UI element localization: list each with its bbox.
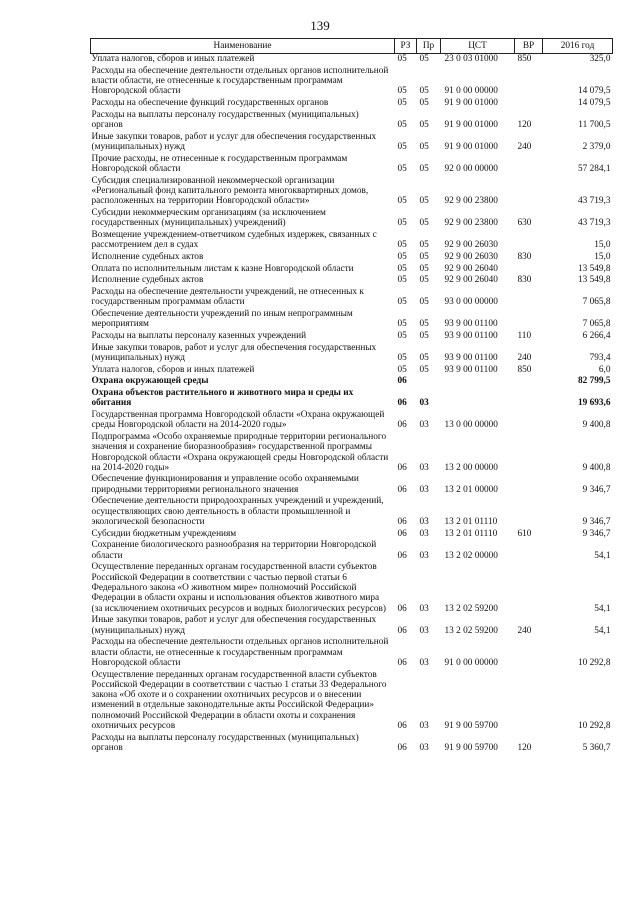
cell-name: Прочие расходы, не отнесенные к государственным программам Новгородской области bbox=[91, 153, 348, 174]
cell-pr: 03 bbox=[419, 398, 429, 409]
cell-pr: 05 bbox=[419, 364, 429, 375]
cell-pr: 05 bbox=[419, 297, 429, 308]
cell-cst: 13 0 00 00000 bbox=[444, 420, 498, 431]
cell-cst: 13 2 01 00000 bbox=[444, 484, 498, 495]
cell-rz: 06 bbox=[397, 398, 407, 409]
cell-pr: 05 bbox=[419, 141, 429, 152]
table-row bbox=[91, 365, 613, 377]
cell-name: Обеспечение деятельности природоохранных учреждений и учреждений, осуществляющих свою деятельность в области промышленной и экологической безопасности bbox=[91, 496, 384, 528]
header-rz: РЗ bbox=[395, 39, 417, 54]
table-row bbox=[91, 176, 613, 208]
cell-pr: 05 bbox=[419, 251, 429, 262]
cell-cst: 92 9 00 26030 bbox=[444, 251, 498, 262]
cell-rz: 06 bbox=[397, 462, 407, 473]
cell-sum: 10 292,8 bbox=[577, 657, 611, 668]
cell-vr bbox=[515, 388, 543, 410]
cell-pr: 05 bbox=[419, 54, 429, 64]
cell-pr: 03 bbox=[419, 603, 429, 614]
table-row bbox=[91, 309, 613, 331]
cell-name: Иные закупки товаров, работ и услуг для обеспечения государственных (муниципальных) нужд bbox=[91, 131, 377, 152]
cell-pr: 03 bbox=[419, 528, 429, 539]
cell-name: Субсидия специализированной некоммерческой организации «Региональный фонд капитального ремонта многоквартирных домов, расположенных на территории Новгородской области» bbox=[91, 175, 369, 207]
cell-name: Субсидии некоммерческим организациям (за исключением государственных (муниципальных) учреждений) bbox=[91, 207, 326, 229]
cell-cst: 93 9 00 01100 bbox=[444, 330, 498, 341]
table-row bbox=[91, 154, 613, 176]
cell-pr: 05 bbox=[419, 352, 429, 363]
cell-name: Возмещение учреждением-ответчиком судебных издержек, связанных с рассмотрением дел в судах bbox=[91, 229, 377, 251]
budget-table bbox=[90, 38, 613, 755]
cell-name: Исполнение судебных актов bbox=[91, 275, 204, 286]
cell-vr bbox=[515, 410, 543, 432]
cell-vr: 120 bbox=[517, 119, 532, 130]
cell-sum: 9 400,8 bbox=[582, 420, 611, 431]
cell-sum: 6,0 bbox=[598, 364, 611, 375]
cell-vr: 240 bbox=[517, 352, 532, 363]
cell-rz: 06 bbox=[397, 743, 407, 754]
cell-cst: 91 9 00 59700 bbox=[444, 721, 498, 732]
cell-cst: 91 9 00 01000 bbox=[444, 141, 498, 152]
cell-sum: 10 292,8 bbox=[577, 721, 611, 732]
cell-sum: 19 693,6 bbox=[577, 398, 611, 409]
table-header bbox=[91, 39, 613, 54]
header-sum: 2016 год bbox=[543, 39, 613, 54]
cell-rz: 06 bbox=[397, 603, 407, 614]
cell-vr bbox=[515, 496, 543, 528]
cell-cst: 13 2 01 01110 bbox=[444, 528, 498, 539]
table-row bbox=[91, 540, 613, 562]
cell-sum: 14 079,5 bbox=[577, 97, 611, 108]
header-name: Наименование bbox=[91, 39, 395, 54]
cell-vr: 240 bbox=[517, 625, 532, 636]
cell-vr: 610 bbox=[517, 528, 532, 539]
cell-vr bbox=[515, 264, 543, 276]
cell-pr: 05 bbox=[419, 86, 429, 97]
cell-cst: 93 0 00 00000 bbox=[444, 297, 498, 308]
table-row bbox=[91, 562, 613, 615]
table-row bbox=[91, 529, 613, 541]
cell-rz: 05 bbox=[397, 364, 407, 375]
cell-sum: 43 719,3 bbox=[577, 218, 611, 229]
cell-rz: 06 bbox=[397, 625, 407, 636]
cell-sum: 793,4 bbox=[589, 352, 611, 363]
table-row bbox=[91, 331, 613, 343]
table-row bbox=[91, 54, 613, 66]
cell-name: Исполнение судебных актов bbox=[91, 251, 204, 262]
cell-vr bbox=[515, 670, 543, 733]
cell-rz: 05 bbox=[397, 86, 407, 97]
table-row bbox=[91, 132, 613, 154]
cell-rz: 05 bbox=[397, 119, 407, 130]
cell-pr: 05 bbox=[419, 275, 429, 286]
cell-name: Уплата налогов, сборов и иных платежей bbox=[91, 364, 255, 375]
cell-vr: 850 bbox=[517, 54, 532, 64]
cell-rz: 05 bbox=[397, 97, 407, 108]
cell-pr: 05 bbox=[419, 263, 429, 274]
cell-rz: 06 bbox=[397, 657, 407, 668]
cell-cst: 13 2 02 59200 bbox=[444, 625, 498, 636]
cell-rz: 05 bbox=[397, 218, 407, 229]
cell-rz: 05 bbox=[397, 330, 407, 341]
cell-cst bbox=[441, 388, 515, 410]
table-row bbox=[91, 733, 613, 755]
cell-vr bbox=[515, 98, 543, 110]
cell-pr: 05 bbox=[419, 97, 429, 108]
cell-name: Оплата по исполнительным листам к казне Новгородской области bbox=[91, 263, 354, 274]
cell-rz: 05 bbox=[397, 163, 407, 174]
cell-rz: 05 bbox=[397, 240, 407, 251]
table-row bbox=[91, 208, 613, 230]
cell-cst: 92 0 00 00000 bbox=[444, 163, 498, 174]
cell-vr bbox=[515, 562, 543, 615]
cell-name: Расходы на обеспечение функций государственных органов bbox=[91, 97, 329, 108]
cell-rz: 05 bbox=[397, 275, 407, 286]
cell-sum: 82 799,5 bbox=[577, 376, 611, 387]
table-row bbox=[91, 343, 613, 365]
cell-rz: 05 bbox=[397, 54, 407, 64]
cell-name: Осуществление переданных органам государственной власти субъектов Российской Федерации в соответствии с частью первой статьи 6 Федерального закона «О животном мире» полномочий Российской Федерации в области охраны и использования объектов животного мира (за исключением охотничьих ресурсов и водных биологических ресурсов) bbox=[91, 562, 386, 614]
cell-pr: 03 bbox=[419, 550, 429, 561]
cell-vr bbox=[515, 176, 543, 208]
cell-cst: 93 9 00 01100 bbox=[444, 364, 498, 375]
table-body bbox=[91, 54, 613, 755]
cell-sum: 13 549,8 bbox=[577, 275, 611, 286]
table-row bbox=[91, 230, 613, 252]
cell-cst: 92 9 00 26030 bbox=[444, 240, 498, 251]
cell-vr: 850 bbox=[517, 364, 532, 375]
cell-name: Обеспечение деятельности учреждений по иным непрограммным мероприятиям bbox=[91, 308, 353, 330]
cell-name: Иные закупки товаров, работ и услуг для обеспечения государственных (муниципальных) нужд bbox=[91, 342, 377, 363]
cell-rz: 06 bbox=[397, 528, 407, 539]
cell-vr bbox=[515, 376, 543, 388]
cell-pr: 05 bbox=[419, 119, 429, 130]
cell-rz: 06 bbox=[397, 721, 407, 732]
cell-pr: 05 bbox=[419, 163, 429, 174]
cell-cst: 93 9 00 01100 bbox=[444, 319, 498, 330]
table-row bbox=[91, 615, 613, 637]
table-row bbox=[91, 376, 613, 388]
cell-vr bbox=[515, 66, 543, 98]
cell-pr: 03 bbox=[419, 462, 429, 473]
cell-name: Обеспечение функционирования и управление особо охраняемыми природными территориями регионального значения bbox=[91, 474, 359, 495]
cell-rz: 05 bbox=[397, 251, 407, 262]
cell-pr: 05 bbox=[419, 196, 429, 207]
cell-vr: 630 bbox=[517, 218, 532, 229]
table-row bbox=[91, 496, 613, 528]
cell-rz: 05 bbox=[397, 352, 407, 363]
cell-name: Расходы на обеспечение деятельности отдельных органов исполнительной власти области, не отнесенные к государственным программам Новгородской области bbox=[91, 637, 389, 668]
table-row bbox=[91, 388, 613, 410]
table-row bbox=[91, 637, 613, 669]
cell-sum: 9 346,7 bbox=[582, 528, 611, 539]
cell-rz: 06 bbox=[397, 420, 407, 431]
cell-cst: 13 2 01 01110 bbox=[444, 517, 498, 528]
cell-cst: 91 0 00 00000 bbox=[444, 657, 498, 668]
cell-name: Осуществление переданных органам государственной власти субъектов Российской Федерации в соответствии с частью 1 статьи 33 Федерального закона «Об охоте и о сохранении охотничьих ресурсов и о внесении изменений в отдельные законодательные акты Российской Федерации» полномочий Российской Федерации в области охоты и сохранения охотничьих ресурсов bbox=[91, 669, 387, 732]
cell-name: Охрана окружающей среды bbox=[91, 376, 209, 387]
cell-rz: 05 bbox=[397, 319, 407, 330]
cell-vr bbox=[515, 540, 543, 562]
cell-cst bbox=[441, 376, 515, 388]
header-vr: ВР bbox=[515, 39, 543, 54]
cell-cst: 13 2 02 59200 bbox=[444, 603, 498, 614]
cell-vr bbox=[515, 432, 543, 475]
cell-name: Субсидии бюджетным учреждениям bbox=[91, 528, 237, 539]
cell-name: Расходы на выплаты персоналу государственных (муниципальных) органов bbox=[91, 732, 359, 754]
table-row bbox=[91, 110, 613, 132]
cell-sum: 11 700,5 bbox=[578, 119, 611, 130]
cell-sum: 9 400,8 bbox=[582, 462, 611, 473]
cell-sum: 43 719,3 bbox=[577, 196, 611, 207]
cell-vr bbox=[515, 154, 543, 176]
table-row bbox=[91, 432, 613, 475]
cell-sum: 57 284,1 bbox=[577, 163, 611, 174]
table-row bbox=[91, 98, 613, 110]
cell-rz: 06 bbox=[397, 376, 407, 387]
cell-cst: 91 9 00 59700 bbox=[444, 743, 498, 754]
cell-vr: 120 bbox=[517, 743, 532, 754]
cell-sum: 325,0 bbox=[589, 54, 611, 64]
cell-cst: 23 0 03 01000 bbox=[444, 54, 498, 64]
cell-name: Подпрограмма «Особо охраняемые природные территории регионального значения и сохранение биоразнообразия» государственной программы Новгородской области «Охрана окружающей среды Новгородской области на 2014-2020 годы» bbox=[91, 431, 389, 473]
cell-name: Расходы на выплаты персоналу государственных (муниципальных) органов bbox=[91, 109, 359, 130]
cell-pr: 05 bbox=[419, 319, 429, 330]
page-number: 139 bbox=[310, 18, 330, 33]
cell-sum: 54,1 bbox=[594, 603, 611, 614]
table-row bbox=[91, 410, 613, 432]
cell-pr: 05 bbox=[419, 330, 429, 341]
cell-vr bbox=[515, 637, 543, 669]
cell-vr bbox=[515, 474, 543, 496]
table-row bbox=[91, 66, 613, 98]
cell-name: Уплата налогов, сборов и иных платежей bbox=[91, 54, 255, 64]
table-row bbox=[91, 474, 613, 496]
cell-pr: 05 bbox=[419, 218, 429, 229]
cell-rz: 06 bbox=[397, 550, 407, 561]
table-row bbox=[91, 287, 613, 309]
cell-pr: 03 bbox=[419, 420, 429, 431]
cell-name: Иные закупки товаров, работ и услуг для обеспечения государственных (муниципальных) нужд bbox=[91, 615, 377, 636]
header-pr: Пр bbox=[417, 39, 441, 54]
table-row bbox=[91, 264, 613, 276]
cell-cst: 92 9 00 26040 bbox=[444, 263, 498, 274]
cell-sum: 54,1 bbox=[594, 625, 611, 636]
cell-pr: 03 bbox=[419, 625, 429, 636]
cell-name: Охрана объектов растительного и животного мира и среды их обитания bbox=[91, 387, 354, 409]
cell-sum: 2 379,0 bbox=[582, 141, 611, 152]
cell-rz: 06 bbox=[397, 517, 407, 528]
cell-name: Расходы на обеспечение деятельности отдельных органов исполнительной власти области, не отнесенные к государственным программам Новгородской области bbox=[91, 65, 389, 97]
cell-rz: 05 bbox=[397, 196, 407, 207]
cell-sum: 13 549,8 bbox=[577, 263, 611, 274]
cell-name: Расходы на обеспечение деятельности учреждений, не отнесенных к государственным программам области bbox=[91, 286, 364, 308]
cell-pr: 03 bbox=[419, 657, 429, 668]
cell-cst: 91 9 00 01000 bbox=[444, 97, 498, 108]
cell-cst: 13 2 02 00000 bbox=[444, 550, 498, 561]
cell-name: Государственная программа Новгородской области «Охрана окружающей среды Новгородской области на 2014-2020 годы» bbox=[91, 409, 385, 431]
cell-pr: 03 bbox=[419, 743, 429, 754]
cell-pr bbox=[417, 376, 441, 388]
cell-cst: 92 9 00 23800 bbox=[444, 196, 498, 207]
cell-vr: 240 bbox=[517, 141, 532, 152]
cell-vr bbox=[515, 287, 543, 309]
cell-vr: 830 bbox=[517, 275, 532, 286]
cell-vr: 830 bbox=[517, 251, 532, 262]
cell-sum: 9 346,7 bbox=[582, 484, 611, 495]
cell-rz: 05 bbox=[397, 141, 407, 152]
cell-vr: 110 bbox=[517, 330, 532, 341]
cell-rz: 05 bbox=[397, 297, 407, 308]
table-row bbox=[91, 670, 613, 733]
header-cst: ЦСТ bbox=[441, 39, 515, 54]
cell-cst: 92 9 00 26040 bbox=[444, 275, 498, 286]
cell-vr bbox=[515, 309, 543, 331]
cell-sum: 54,1 bbox=[594, 550, 611, 561]
cell-rz: 05 bbox=[397, 263, 407, 274]
cell-sum: 6 266,4 bbox=[582, 330, 611, 341]
cell-sum: 15,0 bbox=[594, 251, 611, 262]
cell-cst: 92 9 00 23800 bbox=[444, 218, 498, 229]
cell-sum: 14 079,5 bbox=[577, 86, 611, 97]
cell-pr: 03 bbox=[419, 721, 429, 732]
cell-sum: 5 360,7 bbox=[582, 743, 611, 754]
cell-cst: 13 2 00 00000 bbox=[444, 462, 498, 473]
cell-pr: 05 bbox=[419, 240, 429, 251]
table-row bbox=[91, 275, 613, 287]
cell-cst: 91 9 00 01000 bbox=[444, 119, 498, 130]
table-row bbox=[91, 252, 613, 264]
cell-cst: 91 0 00 00000 bbox=[444, 86, 498, 97]
cell-sum: 7 065,8 bbox=[582, 297, 611, 308]
cell-cst: 93 9 00 01100 bbox=[444, 352, 498, 363]
cell-sum: 9 346,7 bbox=[582, 517, 611, 528]
cell-sum: 15,0 bbox=[594, 240, 611, 251]
cell-name: Расходы на выплаты персоналу казенных учреждений bbox=[91, 330, 307, 341]
cell-pr: 03 bbox=[419, 517, 429, 528]
cell-sum: 7 065,8 bbox=[582, 319, 611, 330]
cell-rz: 06 bbox=[397, 484, 407, 495]
cell-pr: 03 bbox=[419, 484, 429, 495]
cell-name: Сохранение биологического разнообразия на территории Новгородской области bbox=[91, 540, 377, 561]
cell-vr bbox=[515, 230, 543, 252]
